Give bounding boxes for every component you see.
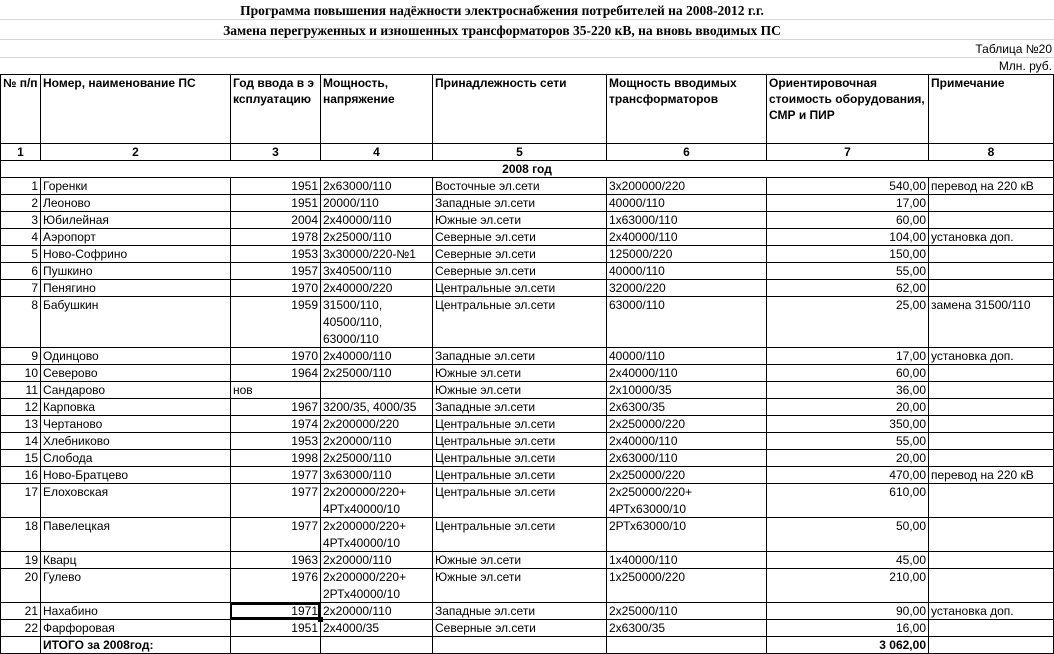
network-cell[interactable]: Северные эл.сети — [432, 246, 606, 262]
table-row — [0, 569, 1054, 603]
table-row — [0, 620, 1054, 637]
table-row — [0, 195, 1054, 212]
row-number-cell[interactable]: 14 — [0, 433, 40, 449]
substation-name-cell[interactable]: Северово — [40, 365, 230, 381]
note-cell[interactable] — [928, 212, 1054, 228]
row-number-cell[interactable]: 13 — [0, 416, 40, 432]
network-cell[interactable]: Центральные эл.сети — [432, 416, 606, 432]
new-power-cell[interactable]: 32000/220 — [606, 280, 766, 296]
row-number-cell[interactable]: 3 — [0, 212, 40, 228]
cost-cell[interactable]: 104,00 — [766, 229, 928, 245]
table-row — [0, 399, 1054, 416]
row-number-cell[interactable]: 11 — [0, 382, 40, 398]
table-row — [0, 280, 1054, 297]
year-cell[interactable]: 1977 — [230, 518, 320, 551]
new-power-cell[interactable]: 1х40000/110 — [606, 552, 766, 568]
row-number-cell[interactable]: 16 — [0, 467, 40, 483]
year-label[interactable]: 2008 год — [0, 161, 1054, 177]
substation-name-cell[interactable]: Хлебниково — [40, 433, 230, 449]
note-cell[interactable] — [928, 433, 1054, 449]
note-cell[interactable] — [928, 552, 1054, 568]
data-rows — [0, 178, 1054, 637]
column-number-cell[interactable]: 4 — [320, 144, 432, 160]
power-cell[interactable]: 3х30000/220-№1 — [320, 246, 432, 262]
new-power-cell[interactable]: 2х25000/110 — [606, 603, 766, 619]
row-number-cell[interactable]: 2 — [0, 195, 40, 211]
cost-cell[interactable]: 45,00 — [766, 552, 928, 568]
table-row — [0, 552, 1054, 569]
year-cell[interactable]: 1977 — [230, 484, 320, 517]
new-power-cell[interactable]: 125000/220 — [606, 246, 766, 262]
year-cell[interactable]: 1970 — [230, 280, 320, 296]
network-cell[interactable]: Северные эл.сети — [432, 229, 606, 245]
network-cell[interactable]: Западные эл.сети — [432, 195, 606, 211]
cost-cell[interactable]: 25,00 — [766, 297, 928, 347]
cost-cell[interactable]: 60,00 — [766, 365, 928, 381]
substation-name-cell[interactable]: Павелецкая — [40, 518, 230, 551]
note-cell[interactable] — [928, 450, 1054, 466]
network-cell[interactable]: Восточные эл.сети — [432, 178, 606, 194]
table-row — [0, 450, 1054, 467]
note-cell[interactable] — [928, 569, 1054, 602]
row-number-cell[interactable]: 19 — [0, 552, 40, 568]
new-power-cell[interactable]: 2х250000/220 — [606, 416, 766, 432]
year-cell[interactable]: 1953 — [230, 246, 320, 262]
header-year[interactable]: Год ввода в эксплуатацию — [230, 75, 320, 143]
column-number-cell[interactable]: 2 — [40, 144, 230, 160]
header-new-power[interactable]: Мощность вводимых трансформаторов — [606, 75, 766, 143]
cost-cell[interactable]: 55,00 — [766, 433, 928, 449]
power-cell[interactable]: 2х25000/110 — [320, 365, 432, 381]
row-number-cell[interactable]: 8 — [0, 297, 40, 347]
table-row — [0, 416, 1054, 433]
substation-name-cell[interactable]: Пенягино — [40, 280, 230, 296]
year-cell[interactable]: 1957 — [230, 263, 320, 279]
year-cell[interactable]: 1967 — [230, 399, 320, 415]
year-cell[interactable]: 1964 — [230, 365, 320, 381]
new-power-cell[interactable]: 40000/110 — [606, 195, 766, 211]
substation-name-cell[interactable]: Юбилейная — [40, 212, 230, 228]
header-number[interactable]: № п/п — [0, 75, 40, 143]
cost-cell[interactable]: 16,00 — [766, 620, 928, 636]
year-cell[interactable]: 1977 — [230, 467, 320, 483]
cost-cell[interactable]: 60,00 — [766, 212, 928, 228]
power-cell[interactable]: 2х200000/220 — [320, 416, 432, 432]
table-label[interactable]: Таблица №20 — [975, 42, 1052, 56]
cost-cell[interactable]: 62,00 — [766, 280, 928, 296]
row-number-cell[interactable]: 9 — [0, 348, 40, 364]
power-cell[interactable]: 2х20000/110 — [320, 603, 432, 619]
cost-cell[interactable]: 17,00 — [766, 348, 928, 364]
header-network[interactable]: Принадлежность сети — [432, 75, 606, 143]
header-cost[interactable]: Ориентировочная стоимость оборудования, СМР и ПИР — [766, 75, 928, 143]
note-cell[interactable]: установка доп. — [928, 603, 1054, 619]
new-power-cell[interactable]: 40000/110 — [606, 348, 766, 364]
row-number-cell[interactable]: 20 — [0, 569, 40, 602]
power-cell[interactable]: 3х40500/110 — [320, 263, 432, 279]
table-row — [0, 518, 1054, 552]
cost-cell[interactable]: 55,00 — [766, 263, 928, 279]
new-power-cell[interactable]: 2х40000/110 — [606, 229, 766, 245]
table-row — [0, 433, 1054, 450]
note-cell[interactable] — [928, 246, 1054, 262]
cost-cell[interactable]: 17,00 — [766, 195, 928, 211]
column-number-cell[interactable]: 7 — [766, 144, 928, 160]
network-cell[interactable]: Южные эл.сети — [432, 382, 606, 398]
power-cell[interactable]: 2х20000/110 — [320, 552, 432, 568]
network-cell[interactable]: Центральные эл.сети — [432, 297, 606, 347]
note-cell[interactable] — [928, 620, 1054, 636]
new-power-cell[interactable]: 2х40000/110 — [606, 365, 766, 381]
cost-cell[interactable]: 36,00 — [766, 382, 928, 398]
network-cell[interactable]: Центральные эл.сети — [432, 467, 606, 483]
new-power-cell[interactable]: 2х250000/220 — [606, 467, 766, 483]
header-name[interactable]: Номер, наименование ПС — [40, 75, 230, 143]
network-cell[interactable]: Южные эл.сети — [432, 212, 606, 228]
substation-name-cell[interactable]: Ново-Братцево — [40, 467, 230, 483]
total-empty[interactable] — [606, 637, 766, 653]
total-empty[interactable] — [320, 637, 432, 653]
year-cell[interactable]: 1971 — [230, 603, 320, 619]
cost-cell[interactable]: 540,00 — [766, 178, 928, 194]
new-power-cell[interactable]: 2х63000/110 — [606, 450, 766, 466]
power-cell[interactable]: 2х200000/220+ 2РТх40000/10 — [320, 569, 432, 602]
note-cell[interactable]: перевод на 220 кВ — [928, 467, 1054, 483]
note-cell[interactable] — [928, 280, 1054, 296]
substation-name-cell[interactable]: Карповка — [40, 399, 230, 415]
year-cell[interactable]: 1974 — [230, 416, 320, 432]
substation-name-cell[interactable]: Пушкино — [40, 263, 230, 279]
year-cell[interactable]: нов — [230, 382, 320, 398]
network-cell[interactable]: Центральные эл.сети — [432, 280, 606, 296]
total-row — [0, 637, 1054, 654]
total-empty[interactable] — [432, 637, 606, 653]
year-cell[interactable]: 1951 — [230, 620, 320, 636]
table-row — [0, 297, 1054, 348]
units-label[interactable]: Млн. руб. — [998, 59, 1052, 73]
new-power-cell[interactable]: 2х6300/35 — [606, 399, 766, 415]
year-cell[interactable]: 1951 — [230, 195, 320, 211]
power-cell[interactable]: 2х40000/220 — [320, 280, 432, 296]
power-cell[interactable]: 2х20000/110 — [320, 433, 432, 449]
new-power-cell[interactable]: 3х200000/220 — [606, 178, 766, 194]
note-cell[interactable] — [928, 263, 1054, 279]
year-cell[interactable]: 1998 — [230, 450, 320, 466]
note-cell[interactable]: установка доп. — [928, 229, 1054, 245]
power-cell[interactable]: 2х200000/220+ 4РТх40000/10 — [320, 518, 432, 551]
substation-name-cell[interactable]: Чертаново — [40, 416, 230, 432]
table-row — [0, 246, 1054, 263]
note-cell[interactable] — [928, 399, 1054, 415]
note-cell[interactable] — [928, 195, 1054, 211]
power-cell[interactable]: 31500/110, 40500/110, 63000/110 — [320, 297, 432, 347]
year-cell[interactable]: 1963 — [230, 552, 320, 568]
network-cell[interactable]: Южные эл.сети — [432, 552, 606, 568]
note-cell[interactable]: замена 31500/110 — [928, 297, 1054, 347]
year-cell[interactable]: 2004 — [230, 212, 320, 228]
column-number-cell[interactable]: 5 — [432, 144, 606, 160]
new-power-cell[interactable]: 1х63000/110 — [606, 212, 766, 228]
title-row-1 — [0, 0, 1054, 20]
row-number-cell[interactable]: 12 — [0, 399, 40, 415]
power-cell[interactable]: 20000/110 — [320, 195, 432, 211]
table-row — [0, 603, 1054, 620]
substation-name-cell[interactable]: Бабушкин — [40, 297, 230, 347]
note-cell[interactable] — [928, 365, 1054, 381]
power-cell[interactable]: 3х63000/110 — [320, 467, 432, 483]
power-cell[interactable] — [320, 382, 432, 398]
column-number-cell[interactable]: 8 — [928, 144, 1054, 160]
cost-cell[interactable]: 20,00 — [766, 450, 928, 466]
power-cell[interactable]: 2х200000/220+ 4РТх40000/10 — [320, 484, 432, 517]
column-number-cell[interactable]: 1 — [0, 144, 40, 160]
power-cell[interactable]: 2х25000/110 — [320, 229, 432, 245]
cost-cell[interactable]: 210,00 — [766, 569, 928, 602]
row-number-cell[interactable]: 7 — [0, 280, 40, 296]
year-row — [0, 161, 1054, 178]
table-row — [0, 467, 1054, 484]
header-note[interactable]: Примечание — [928, 75, 1054, 143]
row-number-cell[interactable]: 17 — [0, 484, 40, 517]
table-row — [0, 229, 1054, 246]
network-cell[interactable]: Центральные эл.сети — [432, 518, 606, 551]
power-cell[interactable]: 2х4000/35 — [320, 620, 432, 636]
cost-cell[interactable]: 470,00 — [766, 467, 928, 483]
substation-name-cell[interactable]: Сандарово — [40, 382, 230, 398]
row-number-cell[interactable]: 18 — [0, 518, 40, 551]
new-power-cell[interactable]: 2х10000/35 — [606, 382, 766, 398]
note-cell[interactable] — [928, 382, 1054, 398]
new-power-cell[interactable]: 2РТх63000/10 — [606, 518, 766, 551]
network-cell[interactable]: Центральные эл.сети — [432, 433, 606, 449]
row-number-cell[interactable]: 10 — [0, 365, 40, 381]
row-number-cell[interactable]: 22 — [0, 620, 40, 636]
header-row — [0, 75, 1054, 144]
sheet-subtitle[interactable]: Замена перегруженных и изношенных трансформаторов 35-220 кВ, на вновь вводимых ПС — [223, 23, 781, 38]
substation-name-cell[interactable]: Гулево — [40, 569, 230, 602]
year-cell[interactable]: 1951 — [230, 178, 320, 194]
row-number-cell[interactable]: 5 — [0, 246, 40, 262]
table-row — [0, 212, 1054, 229]
network-cell[interactable]: Южные эл.сети — [432, 365, 606, 381]
note-cell[interactable] — [928, 518, 1054, 551]
substation-name-cell[interactable]: Леоново — [40, 195, 230, 211]
new-power-cell[interactable]: 40000/110 — [606, 263, 766, 279]
row-number-cell[interactable]: 6 — [0, 263, 40, 279]
substation-name-cell[interactable]: Нахабино — [40, 603, 230, 619]
year-cell[interactable]: 1959 — [230, 297, 320, 347]
table-row — [0, 484, 1054, 518]
table-row — [0, 382, 1054, 399]
substation-name-cell[interactable]: Ново-Софрино — [40, 246, 230, 262]
power-cell[interactable]: 2х40000/110 — [320, 212, 432, 228]
row-number-cell[interactable]: 4 — [0, 229, 40, 245]
table-row — [0, 348, 1054, 365]
total-value[interactable]: 3 062,00 — [766, 637, 928, 653]
sheet-title[interactable]: Программа повышения надёжности электроснабжения потребителей на 2008-2012 г.г. — [240, 3, 764, 18]
substation-name-cell[interactable]: Елоховская — [40, 484, 230, 517]
year-cell[interactable]: 1953 — [230, 433, 320, 449]
substation-name-cell[interactable]: Одинцово — [40, 348, 230, 364]
network-cell[interactable]: Южные эл.сети — [432, 569, 606, 602]
cost-cell[interactable]: 350,00 — [766, 416, 928, 432]
substation-name-cell[interactable]: Горенки — [40, 178, 230, 194]
power-cell[interactable]: 3200/35, 4000/35 — [320, 399, 432, 415]
network-cell[interactable]: Северные эл.сети — [432, 263, 606, 279]
note-cell[interactable] — [928, 416, 1054, 432]
header-power[interactable]: Мощность, напряжение — [320, 75, 432, 143]
title-row-2 — [0, 20, 1054, 40]
cost-cell[interactable]: 610,00 — [766, 484, 928, 517]
column-number-cell[interactable]: 6 — [606, 144, 766, 160]
new-power-cell[interactable]: 63000/110 — [606, 297, 766, 347]
note-cell[interactable]: установка доп. — [928, 348, 1054, 364]
new-power-cell[interactable]: 2х40000/110 — [606, 433, 766, 449]
power-cell[interactable]: 2х63000/110 — [320, 178, 432, 194]
substation-name-cell[interactable]: Аэропорт — [40, 229, 230, 245]
row-number-cell[interactable]: 1 — [0, 178, 40, 194]
column-number-cell[interactable]: 3 — [230, 144, 320, 160]
total-empty[interactable] — [928, 637, 1054, 653]
substation-name-cell[interactable]: Фарфоровая — [40, 620, 230, 636]
substation-name-cell[interactable]: Слобода — [40, 450, 230, 466]
power-cell[interactable]: 2х25000/110 — [320, 450, 432, 466]
network-cell[interactable]: Центральные эл.сети — [432, 484, 606, 517]
new-power-cell[interactable]: 1х250000/220 — [606, 569, 766, 602]
cost-cell[interactable]: 90,00 — [766, 603, 928, 619]
cost-cell[interactable]: 20,00 — [766, 399, 928, 415]
network-cell[interactable]: Западные эл.сети — [432, 399, 606, 415]
network-cell[interactable]: Западные эл.сети — [432, 348, 606, 364]
new-power-cell[interactable]: 2х250000/220+ 4РТх63000/10 — [606, 484, 766, 517]
cost-cell[interactable]: 150,00 — [766, 246, 928, 262]
cost-cell[interactable]: 50,00 — [766, 518, 928, 551]
note-cell[interactable] — [928, 484, 1054, 517]
total-label[interactable]: ИТОГО за 2008год: — [40, 637, 230, 653]
year-cell[interactable]: 1978 — [230, 229, 320, 245]
network-cell[interactable]: Западные эл.сети — [432, 603, 606, 619]
row-number-cell[interactable]: 21 — [0, 603, 40, 619]
network-cell[interactable]: Северные эл.сети — [432, 620, 606, 636]
new-power-cell[interactable]: 2х6300/35 — [606, 620, 766, 636]
total-empty[interactable] — [0, 637, 40, 653]
row-number-cell[interactable]: 15 — [0, 450, 40, 466]
year-cell[interactable]: 1976 — [230, 569, 320, 602]
total-empty[interactable] — [230, 637, 320, 653]
table-label-row — [0, 40, 1054, 58]
table-row — [0, 365, 1054, 382]
table-row — [0, 178, 1054, 195]
power-cell[interactable]: 2х40000/110 — [320, 348, 432, 364]
year-cell[interactable]: 1970 — [230, 348, 320, 364]
note-cell[interactable]: перевод на 220 кВ — [928, 178, 1054, 194]
substation-name-cell[interactable]: Кварц — [40, 552, 230, 568]
column-numbers-row — [0, 144, 1054, 161]
units-row — [0, 58, 1054, 75]
network-cell[interactable]: Центральные эл.сети — [432, 450, 606, 466]
table-row — [0, 263, 1054, 280]
